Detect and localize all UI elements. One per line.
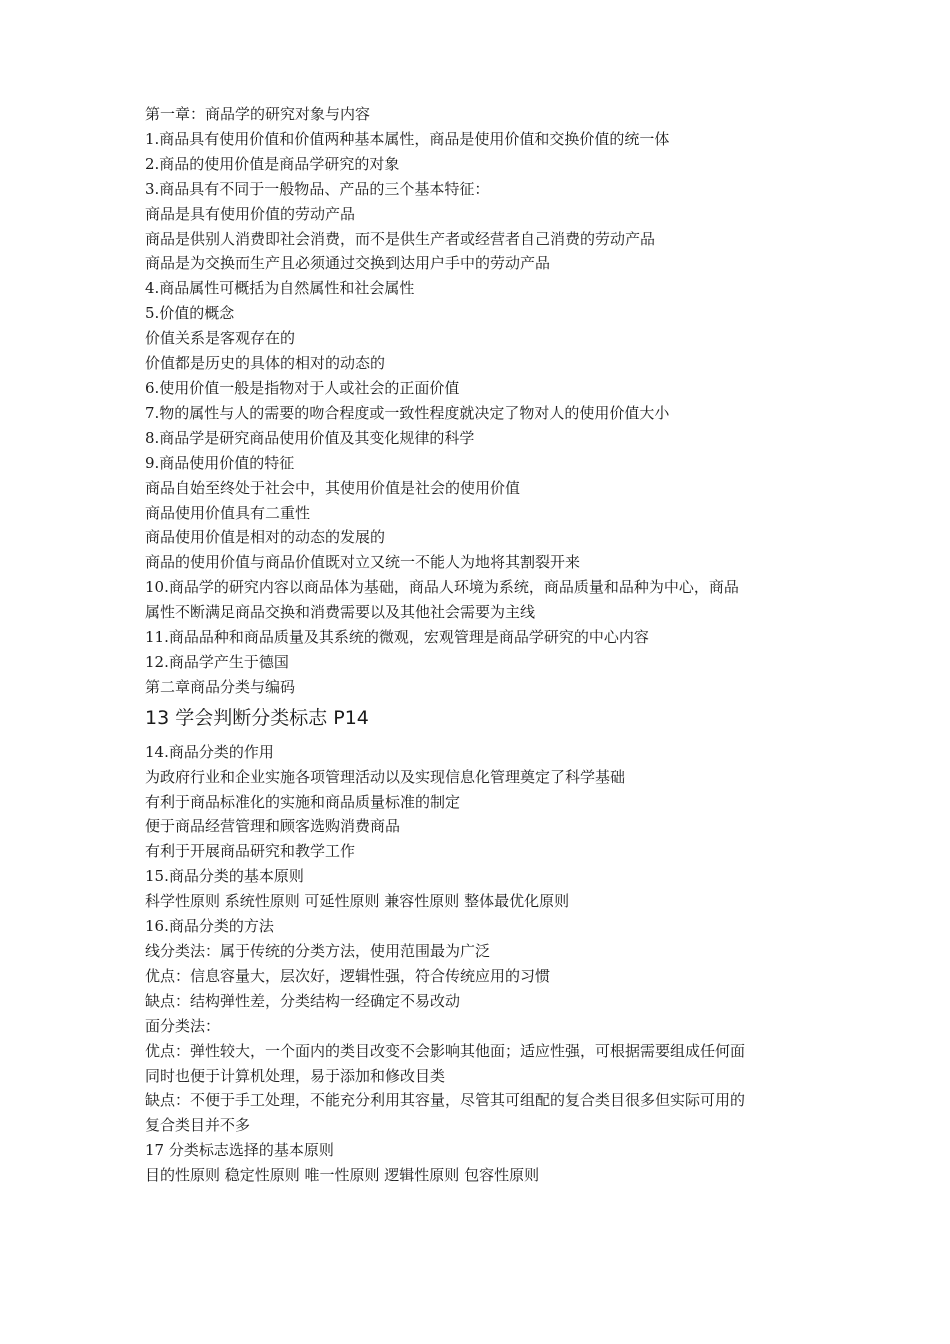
text-line: 1.商品具有使用价值和价值两种基本属性，商品是使用价值和交换价值的统一体 (145, 129, 670, 148)
text-line: 优点：信息容量大，层次好，逻辑性强，符合传统应用的习惯 (145, 966, 551, 985)
text-line: 线分类法：属于传统的分类方法，使用范围最为广泛 (145, 942, 491, 960)
text-line: 4.商品属性可概括为自然属性和社会属性 (145, 279, 415, 298)
text-line: 面分类法： (145, 1016, 221, 1035)
text-line: 科学性原则 系统性原则 可延性原则 兼容性原则 整体最优化原则 (145, 892, 570, 911)
text-line: 3.商品具有不同于一般物品、产品的三个基本特征： (145, 179, 490, 198)
text-line: 商品是供别人消费即社会消费，而不是供生产者或经营者自己消费的劳动产品 (145, 229, 656, 248)
text-line: 有利于开展商品研究和教学工作 (145, 842, 356, 861)
text-line: 16.商品分类的方法 (145, 917, 274, 936)
text-line: 9.商品使用价值的特征 (145, 453, 295, 472)
text-line: 为政府行业和企业实施各项管理活动以及实现信息化管理奠定了科学基础 (145, 767, 626, 786)
text-line: 便于商品经营管理和顾客选购消费商品 (145, 817, 401, 836)
text-line: 商品使用价值是相对的动态的发展的 (145, 528, 386, 547)
text-line: 5.价值的概念 (145, 304, 235, 323)
text-line: 优点：弹性较大，一个面内的类目改变不会影响其他面；适应性强，可根据需要组成任何面 (145, 1041, 746, 1060)
text-line: 商品的使用价值与商品价值既对立又统一不能人为地将其割裂开来 (145, 553, 581, 572)
text-line: 商品是具有使用价值的劳动产品 (145, 204, 356, 223)
text-line: 2.商品的使用价值是商品学研究的对象 (145, 154, 400, 173)
text-line: 商品自始至终处于社会中，其使用价值是社会的使用价值 (145, 478, 521, 497)
text-line: 价值关系是客观存在的 (145, 329, 296, 348)
section-heading: 13 学会判断分类标志 P14 (145, 706, 369, 729)
document-page (145, 102, 825, 1188)
text-line: 6.使用价值一般是指物对于人或社会的正面价值 (145, 378, 460, 397)
text-line: 缺点：不便于手工处理，不能充分利用其容量，尽管其可组配的复合类目很多但实际可用的 (145, 1091, 746, 1110)
text-line: 商品是为交换而生产且必须通过交换到达用户手中的劳动产品 (145, 254, 551, 273)
text-line: 8.商品学是研究商品使用价值及其变化规律的科学 (145, 428, 475, 447)
text-line: 12.商品学产生于德国 (145, 652, 289, 671)
text-line: 价值都是历史的具体的相对的动态的 (145, 354, 386, 373)
chapter-2-title: 第二章商品分类与编码 (145, 677, 296, 696)
text-line: 属性不断满足商品交换和消费需要以及其他社会需要为主线 (145, 603, 536, 622)
text-line: 15.商品分类的基本原则 (145, 867, 304, 886)
text-line: 10.商品学的研究内容以商品体为基础，商品人环境为系统，商品质量和品种为中心，商品 (145, 578, 739, 597)
text-line: 目的性原则 稳定性原则 唯一性原则 逻辑性原则 包容性原则 (145, 1166, 540, 1185)
text-line: 复合类目并不多 (145, 1116, 251, 1135)
text-line: 同时也便于计算机处理，易于添加和修改目类 (145, 1066, 446, 1085)
text-line: 11.商品品种和商品质量及其系统的微观，宏观管理是商品学研究的中心内容 (145, 628, 649, 647)
text-line: 有利于商品标准化的实施和商品质量标准的制定 (145, 792, 461, 811)
text-line: 17 分类标志选择的基本原则 (145, 1141, 334, 1160)
chapter-1-title: 第一章：商品学的研究对象与内容 (145, 105, 371, 123)
text-line: 14.商品分类的作用 (145, 742, 274, 761)
text-line: 7.物的属性与人的需要的吻合程度或一致性程度就决定了物对人的使用价值大小 (145, 403, 670, 422)
text-line: 缺点：结构弹性差，分类结构一经确定不易改动 (145, 991, 461, 1010)
text-line: 商品使用价值具有二重性 (145, 503, 311, 522)
